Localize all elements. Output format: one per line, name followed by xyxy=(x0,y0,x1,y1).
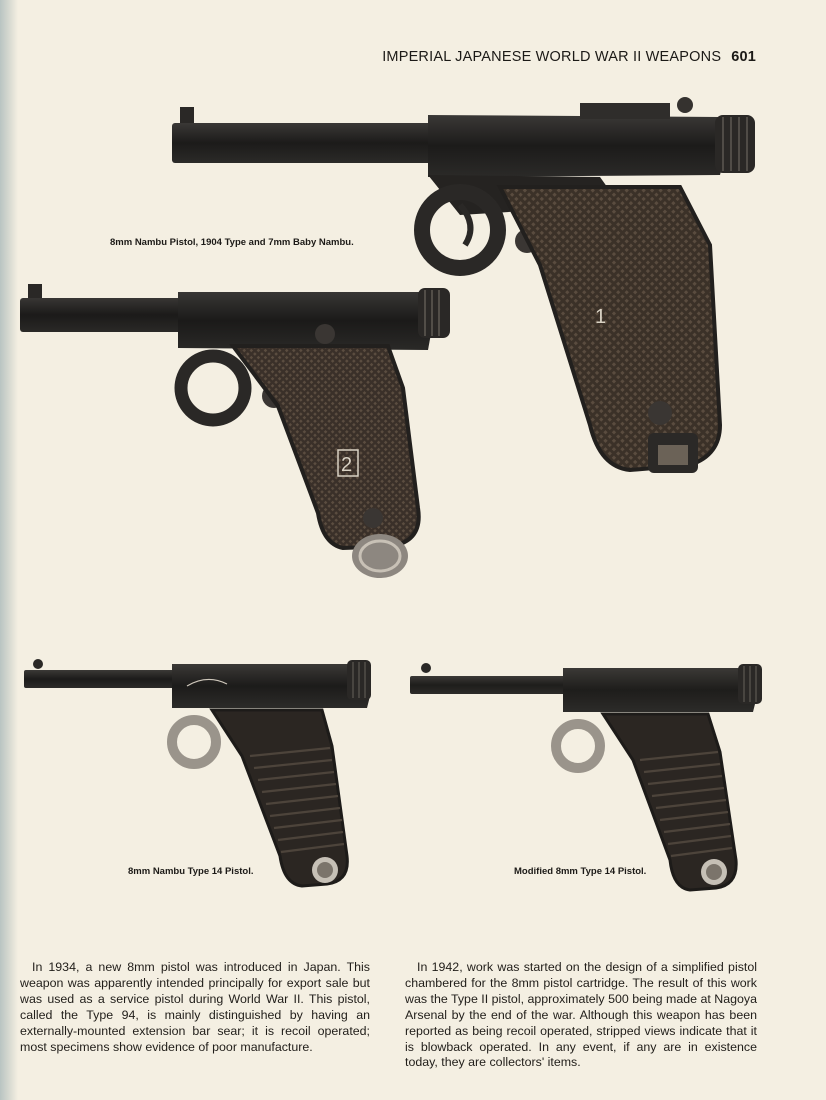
nambu-type-14-pistol-photo xyxy=(22,656,382,896)
modified-type-14-pistol-photo xyxy=(408,660,772,896)
grip-marking-2: 2 xyxy=(341,454,353,476)
body-paragraph-left: In 1934, a new 8mm pistol was introduced in Japan. This weapon was apparently intended principally for export sale but was used as a service pistol during World War II. This pistol, called the Type 94, is mainly distinguished by having an externally-mounted extension bar sear; it is recoil operated; most specimens show evidence of poor manufacture. xyxy=(20,960,370,1054)
grip-marking-1: 1 xyxy=(595,306,607,328)
baby-nambu-pistol-photo xyxy=(18,278,458,588)
body-paragraph-right: In 1942, work was started on the design of a simplified pistol chambered for the 8mm pistol cartridge. The result of this work was the Type II pistol, approximately 500 being made at Nagoya Arsenal by the end of the war. Although this weapon has been reported as being recoil operated, stripped views indicate that it is blowback operated. In any event, if any are in existence today, they are collectors' items. xyxy=(405,960,757,1070)
page-edge-shadow xyxy=(0,0,18,1100)
page-number: 601 xyxy=(731,49,756,65)
figure-caption-nambu-1904: 8mm Nambu Pistol, 1904 Type and 7mm Baby Nambu. xyxy=(110,237,354,248)
running-head-title: IMPERIAL JAPANESE WORLD WAR II WEAPONS xyxy=(382,49,722,65)
figure-caption-type-14: 8mm Nambu Type 14 Pistol. xyxy=(128,866,254,877)
figure-caption-modified-type-14: Modified 8mm Type 14 Pistol. xyxy=(514,866,647,877)
running-head xyxy=(382,49,756,65)
